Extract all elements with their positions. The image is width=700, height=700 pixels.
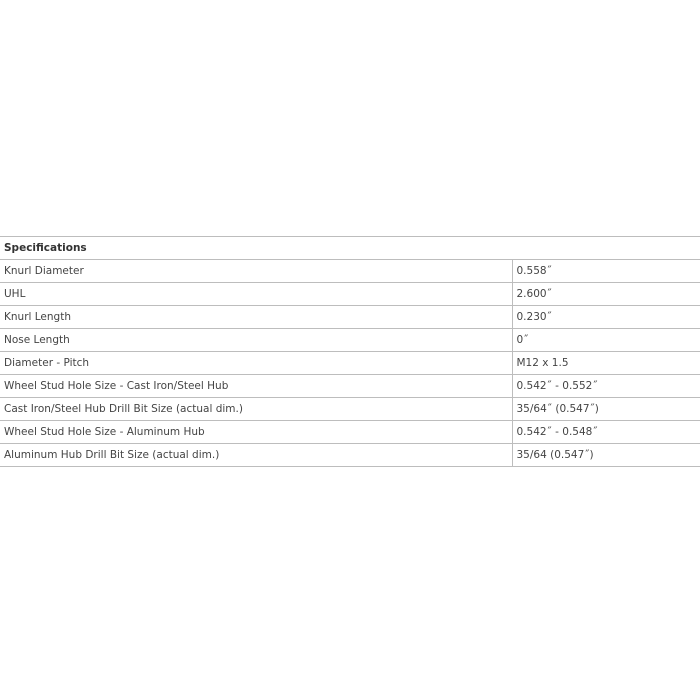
table-row	[0, 260, 700, 283]
table-header: Specifications	[0, 237, 700, 260]
row-label: Knurl Diameter	[0, 260, 512, 283]
table-row	[0, 329, 700, 352]
table-row	[0, 421, 700, 444]
row-label: Wheel Stud Hole Size - Cast Iron/Steel Hub	[0, 375, 512, 398]
row-value: 2.600˝	[512, 283, 700, 306]
specifications-table	[0, 236, 700, 467]
row-label: Nose Length	[0, 329, 512, 352]
table-row	[0, 398, 700, 421]
row-value: 0.542˝ - 0.552˝	[512, 375, 700, 398]
row-value: 0.230˝	[512, 306, 700, 329]
row-value: 35/64 (0.547˝)	[512, 444, 700, 467]
row-label: Cast Iron/Steel Hub Drill Bit Size (actual dim.)	[0, 398, 512, 421]
row-label: Diameter - Pitch	[0, 352, 512, 375]
row-value: 0˝	[512, 329, 700, 352]
row-label: Wheel Stud Hole Size - Aluminum Hub	[0, 421, 512, 444]
table-header-row	[0, 237, 700, 260]
table-row	[0, 352, 700, 375]
table-row	[0, 306, 700, 329]
row-label: UHL	[0, 283, 512, 306]
table-row	[0, 375, 700, 398]
table-row	[0, 444, 700, 467]
row-value: 0.542˝ - 0.548˝	[512, 421, 700, 444]
row-label: Knurl Length	[0, 306, 512, 329]
table-row	[0, 283, 700, 306]
row-value: 0.558˝	[512, 260, 700, 283]
row-label: Aluminum Hub Drill Bit Size (actual dim.)	[0, 444, 512, 467]
row-value: 35/64˝ (0.547˝)	[512, 398, 700, 421]
row-value: M12 x 1.5	[512, 352, 700, 375]
